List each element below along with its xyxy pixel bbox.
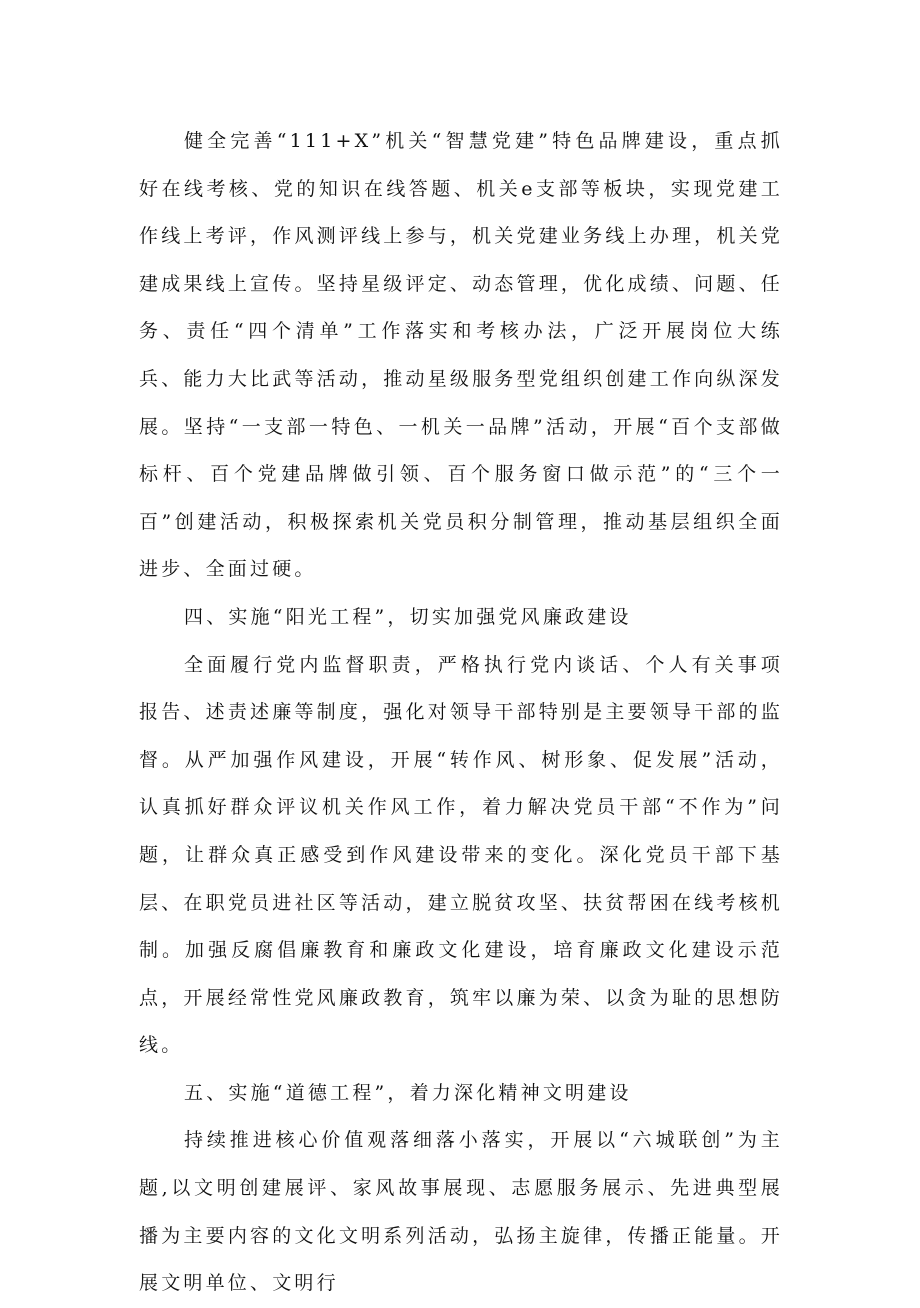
section-heading-morality-project: 五、实施“道德工程”，着力深化精神文明建设: [184, 1081, 632, 1104]
section-heading-sunshine-project: 四、实施“阳光工程”，切实加强党风廉政建设: [184, 605, 632, 628]
document-body: [139, 118, 783, 1308]
paragraph-spiritual-civilization: 持续推进核心价值观落细落小落实，开展以“六城联创”为主题,以文明创建展评、家风故事展现、志愿服务展示、先进典型展播为主要内容的文化文明系列活动，弘扬主旋律，传播正能量。开展文明单位、文明行: [139, 1129, 783, 1295]
paragraph-clean-government: 全面履行党内监督职责，严格执行党内谈话、个人有关事项报告、述责述廉等制度，强化对领导干部特别是主要领导干部的监督。从严加强作风建设，开展“转作风、树形象、促发展”活动，认真抓好群众评议机关作风工作，着力解决党员干部“不作为”问题，让群众真正感受到作风建设带来的变化。深化党员干部下基层、在职党员进社区等活动，建立脱贫攻坚、扶贫帮困在线考核机制。加强反腐倡廉教育和廉政文化建设，培育廉政文化建设示范点，开展经常性党风廉政教育，筑牢以廉为荣、以贪为耻的思想防线。: [139, 653, 783, 1057]
paragraph-party-building-brand: 健全完善“111+X”机关“智慧党建”特色品牌建设，重点抓好在线考核、党的知识在线答题、机关e支部等板块，实现党建工作线上考评，作风测评线上参与，机关党建业务线上办理，机关党建成果线上宣传。坚持星级评定、动态管理，优化成绩、问题、任务、责任“四个清单”工作落实和考核办法，广泛开展岗位大练兵、能力大比武等活动，推动星级服务型党组织创建工作向纵深发展。坚持“一支部一特色、一机关一品牌”活动，开展“百个支部做标杆、百个党建品牌做引领、百个服务窗口做示范”的“三个一百”创建活动，积极探索机关党员积分制管理，推动基层组织全面进步、全面过硬。: [139, 130, 783, 581]
